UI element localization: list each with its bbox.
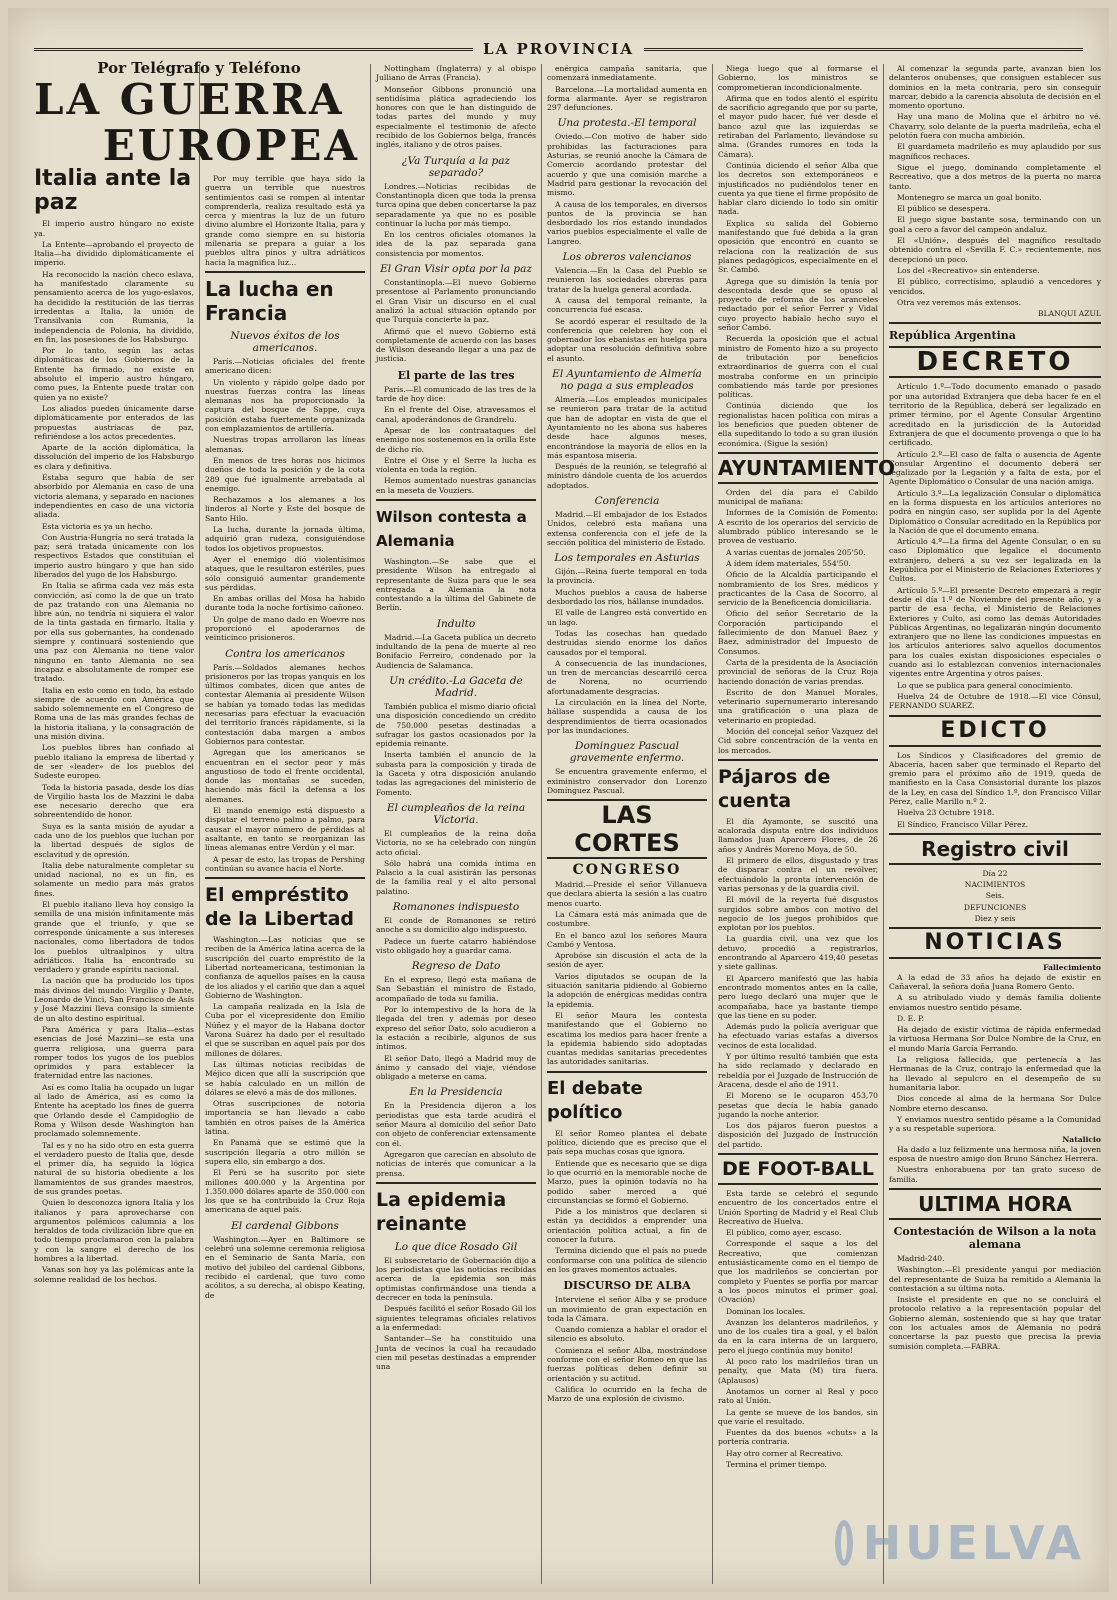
paragraph: Valencia.—En la Casa del Pueblo se reunieron las sociedades obreras para tratar de la huelga general acordada.: [547, 266, 707, 294]
paragraph: Dominan los locales.: [726, 1306, 806, 1316]
paragraph: Además pudo la policía averiguar que ha efectuado varias estafas a diversos vecinos de esta localidad.: [718, 1022, 878, 1050]
paragraph: París.—El comunicado de las tres de la tarde de hoy dice:: [376, 384, 536, 404]
pascual-body: [547, 767, 707, 795]
paragraph: Entre el Oise y el Serre la lucha es violenta en toda la región.: [376, 455, 536, 475]
paragraph: El público se desespera.: [897, 204, 991, 214]
indulto-subheading: Indulto: [436, 617, 476, 630]
wilson-body: [376, 557, 536, 613]
presidencia-subheading: En la Presidencia: [409, 1086, 503, 1099]
paragraph: Monseñor Gibbons pronunció una sentidísima plática agradeciendo los honores con que le han distinguido de todas partes del mundo y muy especialmente el testimonio de afecto recibido de los Gobiernos belga, francés inglés, italiano y de otros países.: [376, 84, 536, 150]
paragraph: También publica el mismo diario oficial una disposición concediendo un crédito de 750.000 pesetas destinadas a sufragar los gastos ocasionados por la epidemia reinante.: [376, 701, 536, 749]
paragraph: Entiende que es necesario que se diga lo que ocurrió en la memorable noche de Marzo, pues la opinión todavía no ha podido saber merced a qué circunstancias se formó el Gobierno.: [547, 1158, 707, 1205]
football-title: DE FOOT-BALL: [718, 1153, 878, 1185]
gibbons-body: [205, 1235, 365, 1300]
paragraph: Oviedo.—Con motivo de haber sido prohibidas las facturaciones para Asturias, se reunió anoche la Cámara de Comercio acordando protestar del acuerdo y que una comisión marche a Madrid para gestionar la revocación del mismo.: [547, 132, 707, 198]
paragraph: Apesar de los contraataques del enemigo nos sostenemos en la orilla Este de dicho río.: [376, 425, 536, 454]
emprestito-body: [205, 935, 365, 1215]
paragraph: Dios concede al alma de la hermana Sor Dulce Nombre eterno descanso.: [889, 1094, 1101, 1113]
column-2-headspace: [205, 64, 365, 174]
masthead-rule-right: [644, 48, 1083, 51]
paragraph: París.—Noticias oficiales del frente americano dicen:: [205, 356, 365, 376]
paragraph: Por muy terrible que haya sido la guerra un terrible que nuestros sentimientos casi se rompen al intentar comprenderla, realiza resultado está ya cerca y mientras la luz de un futuro divino alumbre el Horizonte Italia, para y grande como siempre en su historia milenaria se prepara a guiar a los pueblos ultra pinos y ultra adriáticos hacia la magnifica luz...: [205, 174, 365, 267]
paragraph: Hemos aumentado nuestras ganancias en la meseta de Vouziers.: [376, 476, 536, 495]
paragraph: Londres.—Noticias recibidas de Constantinopla dicen que toda la prensa turca opina que deben concertarse la paz separadamente ya que no es posible continuar la lucha por más tiempo.: [376, 181, 536, 228]
column-2: [205, 64, 371, 1584]
edicto-title: EDICTO: [889, 715, 1101, 747]
column-6-top-body: [889, 64, 1101, 307]
paragraph: Artículo 1.º—Todo documento emanado o pasado por una autoridad Extranjera que deba hacer fe en el territorio de la República, deberá ser legalizado en primer término, por el Agente Consular Argentino acreditado en la jurisdicción de la Autoridad Extranjera de que el documento provenga o que lo ha certificado.: [889, 382, 1101, 448]
watermark-text: HUELVA: [862, 1516, 1085, 1570]
protesta-subheading: Una protesta.-El temporal: [557, 117, 697, 130]
alba-heading: DISCURSO DE ALBA: [563, 1279, 691, 1293]
paragraph: Continúa diciendo el señor Alba que los decretos son extemporáneos e injustificados no pudiéndolos tener en cuenta ya que tiene el firme propósito de hablar claro diciendo lo todo sin omitir nada.: [718, 160, 878, 217]
masthead: [34, 38, 1083, 60]
paragraph: enérgica campaña sanitaria, que comenzará inmediatamente.: [547, 64, 707, 83]
paragraph: Por lo intempestivo de la hora de la llegada del tren y además por deseo expreso del señor Dato, solo acudieron a la estación a recibirle, algunos de sus íntimos.: [376, 1005, 536, 1052]
paragraph: El guardameta madrileño es muy aplaudido por sus magníficos rechaces.: [889, 142, 1101, 161]
paragraph: Barcelona.—La mortalidad aumenta en forma alarmante. Ayer se registraron 297 defunciones.: [547, 84, 707, 113]
reina-subheading: El cumpleaños de la reina Victoria.: [386, 801, 526, 826]
paragraph: Agregaron que carecían en absoluto de noticias de interés que comunicar a la prensa.: [376, 1149, 536, 1178]
paragraph: Aparte de la acción diplomática, la dissolución del imperio de los Habsburgo es clara y definitiva.: [34, 443, 194, 471]
column-4-top-body: [547, 64, 707, 112]
paragraph: Afirma que en todos alentó el espíritu de sacrificio agregando que por su parte, el mayor pudo hacer, fué ver desde el banco azul que las izquierdas se retiraban del Parlamento, llevándose su alma. (Grandes rumores en toda la Cámara).: [718, 93, 878, 159]
romanones-subheading: Romanones indispuesto: [392, 901, 520, 913]
cortes-body: [547, 880, 707, 1067]
paragraph: Quien lo desconozca ignora Italia y los italianos y para aprovecharse con argumentos polémicos calumnia a los heraldos de toda civilización libre que en todo tiempo proclamaron con la palabra y con la sangre el derecho de los hombres a la libertad.: [34, 1198, 194, 1264]
divider: [205, 271, 365, 273]
paragraph: Madrid.—La Gaceta publica un decreto indultando de la pena de muerte al reo Bonifacio Ferreiro, condenado por la Audiencia de Salamanca.: [376, 632, 536, 670]
paragraph: El Síndico, Francisco Villar Pérez.: [897, 819, 1028, 829]
paragraph: La lucha, durante la jornada última, adquirió gran rudeza, consiguiéndose todos los objetivos propuestos.: [205, 525, 365, 553]
paragraph: En el expreso, llegó esta mañana de San Sebastián el ministro de Estado, acompañado de toda su familia.: [376, 975, 536, 1003]
paragraph: Carta de la presidenta de la Asociación provincial de señoras de la Cruz Roja haciendo donación de varias prendas.: [718, 657, 878, 686]
almeria-subheading: El Ayuntamiento de Almería no paga a sus empleados: [552, 368, 702, 393]
pajaros-body: [718, 817, 878, 1149]
paragraph: Un violento y rápido golpe dado por nuestras fuerzas contra las líneas alemanas nos ha proporcionado la captura del bosque de Sappe, cuya posición estaba fuertemente organizada con emplazamientos de artillería.: [205, 377, 365, 434]
paragraph: A ídem ídem materiales, 554'50.: [726, 558, 851, 568]
paragraph: Sigue el juego, dominando completamente el Recreativo, que a dos metros de la puerta no marca tanto.: [889, 162, 1101, 191]
paragraph: El primero de ellos, disgustado y tras de disparar contra el un revólver, efectuándolo la pronta intervención de varias personas y de la guardia civil.: [718, 856, 878, 893]
paragraph: Artículo 5.º—El presente Decreto empezará a regir desde el día 1.º de Noviembre del presente año, y a partir de esa fecha, el Ministerio de Relaciones Exteriores y Culto, así como las demás Autoridades Públicas Argentinas, no legalizarán ningún documento extranjero que no llene las condiciones impuestas en los artículos anteriores salvo aquellos documentos para los cuales existan disposiciones especiales o cuando así lo establezcan convenios internacionales vigentes entre Argentina y otros países.: [889, 585, 1101, 679]
ayuntamiento-title: AYUNTAMIENTO: [718, 452, 878, 484]
visir-body: [376, 278, 536, 364]
paragraph: Interviene el señor Alba y se produce un movimiento de gran expectación en toda la Cámara.: [547, 1295, 707, 1323]
paragraph: Comienza el señor Alba, mostrándose conforme con el señor Romeo en que las fuerzas políticas deben definir su orientación y su actitud.: [547, 1345, 707, 1383]
paragraph: Madrid.—El embajador de los Estados Unidos, celebró esta mañana una extensa conferencia con el jefe de la sección política del ministerio de Estado.: [547, 509, 707, 547]
decreto-title: DECRETO: [889, 346, 1101, 378]
paragraph: El imperio austro húngaro no existe ya.: [34, 219, 194, 238]
paragraph: Washington.—Ayer en Baltimore se celebró una solemne ceremonia religiosa en el Seminario de Santa María, con motivo del jubileo del cardenal Gibbons, recibido el cardenal, que tuvo como acólitos, a su derecha, al obispo Keating, de: [205, 1234, 365, 1300]
paragraph: Informes de la Comisión de Fomento: A escrito de los operarios del servicio de alumbrado público interesando se le provea de vestuario.: [718, 508, 878, 546]
paragraph: En el banco azul los señores Maura Cambó y Ventosa.: [547, 930, 707, 949]
paragraph: El móvil de la reyerta fué disgustos surgidos sobre ambos con motivo del negocio de los juegos prohibidos que explotan por los pueblos.: [718, 895, 878, 933]
obreros-body: [547, 266, 707, 363]
paragraph: Washington.—Las noticias que se reciben de la América latina acerca de la suscripción del cuarto empréstito de la Libertad norteamericana, testimonian la confianza de aquellos países en la causa de los aliados y el cariño que dan a aquel Gobierno de Washington.: [205, 935, 365, 1000]
almeria-body: [547, 395, 707, 490]
ultima-hora-title: ULTIMA HORA: [889, 1188, 1101, 1220]
paragraph: Fuentes da dos buenos «chuts» a la portería contraria.: [718, 1428, 878, 1447]
reina-body: [376, 829, 536, 896]
paragraph: El «Unión», después del magnífico resultado obtenido contra el «Sevilla F. C.» recientemente, nos decepcionó un poco.: [889, 236, 1101, 264]
paragraph: El conde de Romanones se retiró anoche a su domicilio algo indispuesto.: [376, 916, 536, 935]
paragraph: Lo que se publica para general conocimiento.: [897, 680, 1073, 690]
visir-subheading: El Gran Visir opta por la paz: [380, 263, 532, 276]
newspaper-page: [8, 8, 1109, 1592]
paragraph: Varios diputados se ocupan de la situación sanitaria pidiendo al Gobierno la adopción de enérgicas medidas contra la epidemia.: [547, 971, 707, 1009]
paragraph: En el frente del Oise, atravesamos el canal, apoderándonos de Grandrelu.: [376, 405, 536, 424]
paragraph: Nottingham (Inglaterra) y al obispo Julliano de Arras (Francia).: [376, 64, 536, 83]
paragraph: Al poco rato los madrileños tiran un penalty, que Mata (M) tira fuera. (Aplausos): [718, 1357, 878, 1385]
column-5-top-body: [718, 64, 878, 448]
paragraph: Nuestras tropas arrollaron las líneas alemanas.: [205, 435, 365, 454]
paragraph: Diez y seis: [974, 914, 1016, 924]
paragraph: Esta victoria es ya un hecho.: [42, 521, 153, 531]
divider: [547, 1071, 707, 1073]
paragraph: Los aliados pueden únicamente darse diplomáticamente por enterados de las propuestas austriacas de paz, refiriéndose a los actos precedentes.: [34, 403, 194, 441]
paragraph: En ambas orillas del Mosa ha habido durante toda la noche fortísimo cañoneo.: [205, 594, 365, 613]
congreso-heading: CONGRESO: [572, 862, 682, 879]
paragraph: Vanas son hoy ya las polémicas ante la solemne realidad de los hechos.: [34, 1265, 194, 1284]
emprestito-title: El empréstito de la Libertad: [205, 884, 355, 931]
paragraph: Insiste el presidente en que no se concluirá el protocolo relativo a la representación popular del Gobierno alemán, sosteniendo que si hay que tratar con los actuales amos de Alemania no podrá concertarse la paz puesto que precisa la previa sumisión completa.—FABRA.: [889, 1295, 1101, 1351]
natalicio-body: [889, 1145, 1101, 1184]
paragraph: La gente se mueve de los bandos, sin que varíe el resultado.: [718, 1407, 878, 1426]
paragraph: Termina el primer tiempo.: [726, 1460, 827, 1469]
paragraph: A pesar de esto, las tropas de Pershing continúan su avance hacia el Norte.: [205, 854, 365, 873]
paragraph: Así es como Italia ha ocupado un lugar al lado de América, así es como la Entente ha aceptado los fines de guerra que Orlando desde el Campidoglio de Roma y Wilson desde Washington han proclamado solemnemente.: [34, 1082, 194, 1139]
debate-title: El debate político: [547, 1077, 643, 1123]
paragraph: Artículo 3.º—La legalización Consular o diplomática en la forma dispuesta en los artículos anteriores no podrá en ningún caso, ser suplida por la del Agente Diplomático o Consular acreditado en la República por la Nación de que el documento emana.: [889, 488, 1101, 535]
natalicio-heading: Natalicio: [1062, 1135, 1101, 1145]
rosado-body: [376, 1256, 536, 1372]
paragraph: El señor Romeo plantea el debate político, diciendo que es preciso que el país sepa muchas cosas que ignora.: [547, 1128, 707, 1157]
paragraph: Muchos pueblos a causa de haberse desbordado los ríos, hállanse inundados.: [547, 587, 707, 607]
paragraph: La religiosa fallecida, que pertenecía a las Hermanas de la Cruz, contrajo la enfermedad que la ha llevado al sepulcro en el desempeño de su humanitaria labor.: [889, 1055, 1101, 1092]
paragraph: El señor Dato, llegó a Madrid muy de ánimo y cansado del viaje, viéndose obligado a meterse en cama.: [376, 1053, 536, 1082]
paragraph: D. E. P.: [897, 1013, 924, 1023]
paragraph: Moción del concejal señor Vazquez del Cid sobre concentración de la venta en los mercados.: [718, 727, 878, 755]
noticias-title: NOTICIAS: [889, 927, 1101, 959]
paragraph: El señor Maura les contesta manifestando que el Gobierno no escatima los medios para hacer frente a la epidemia habiendo sido adoptadas cuantas medidas sanitarias precedentes las autoridades sanitarias.: [547, 1010, 707, 1067]
masthead-title: LA PROVINCIA: [483, 40, 634, 58]
pajaros-title: Pájaros de cuenta: [718, 765, 831, 812]
italia-title: Italia ante la paz: [34, 166, 192, 216]
divider: [205, 877, 365, 879]
paragraph: A su atribulado viudo y demás familia doliente enviamos nuestro sentido pésame.: [889, 993, 1101, 1012]
paragraph: El Aparcero manifestó que las había encontrado momentos antes en la calle, pero luego declaró una mujer que le acompañaba, hace ya bastante tiempo que las tiene en su poder.: [718, 973, 878, 1020]
paragraph: Para América y para Italia—estas esencias de José Mazzini—se esta una guerra religiosa, una guerra para romper todos los yugos de los pueblos oprimidos y para establecer la fraternidad entre las naciones.: [34, 1024, 194, 1081]
column-6: [889, 64, 1106, 1584]
registro-title: Registro civil: [889, 833, 1101, 865]
paragraph: Seis.: [985, 891, 1005, 901]
paragraph: En Panamá que se estimó que la suscripción llegaría a otro millón se supera ello, sin embargo a dos.: [205, 1138, 365, 1166]
column-5: [718, 64, 895, 1584]
paragraph: El Moreno se le ocuparon 453,70 pesetas que decía le había ganado jugando la noche anterior.: [718, 1091, 878, 1119]
nuevos-subheading: Nuevos éxitos de los americanos.: [230, 329, 340, 354]
paragraph: Califica lo ocurrido en la fecha de Marzo de una explosión de civismo.: [547, 1384, 707, 1404]
paragraph: A la edad de 33 años ha dejado de existir en Cañaveral, la señora doña Juana Romero Gento.: [889, 972, 1101, 991]
ultima-hora-subheading: Contestación de Wilson a la nota alemana: [893, 1224, 1097, 1251]
dato-body: [376, 975, 536, 1081]
paragraph: Y enviamos nuestro sentido pésame a la Comunidad y a su respetable superiora.: [889, 1114, 1101, 1134]
debate-body: [547, 1129, 707, 1274]
paragraph: Niega luego que al formarse el Gobierno, los ministros se comprometieran incondicionalmente.: [718, 64, 878, 92]
paragraph: Huelva 24 de Octubre de 1918.—El vice Cónsul, FERNANDO SUAREZ.: [889, 691, 1101, 711]
noticias-body: [889, 973, 1101, 1134]
paragraph: La campaña realizada en la Isla de Cuba por el vicepresidente don Emilio Núñez y el mayor de la Habana doctor Varona Suárez ha dado por el resultado el que se suscriban en aquel país por dos millones de dólares.: [205, 1002, 365, 1058]
paragraph: Esta tarde se celebró el segundo encuentro de los concertados entre el Unión Sporting de Madrid y el Real Club Recreativo de Huelva.: [718, 1188, 878, 1226]
paragraph: Sólo habrá una comida íntima en Palacio a la cual asistirán las personas de la familia real y el alto personal palatino.: [376, 858, 536, 896]
tres-body: [376, 385, 536, 495]
column-3-top-body: [376, 64, 536, 150]
paragraph: NACIMIENTOS: [964, 880, 1026, 890]
paragraph: Termina diciendo que el país no puede conformarse con una política de silencio en los graves momentos actuales.: [547, 1246, 707, 1274]
asturias-body: [547, 567, 707, 735]
paragraph: París.—Soldados alemanes hechos prisioneros por las tropas yanquis en los últimos combates, dicen que antes de contestar Alemania al presidente Wilson se habían ya tomado todas las medidas necesarias para efectuar la evacuación del territorio francés rápidamente, si la contestación daba margen a ambos Gobiernos para contestar.: [205, 662, 365, 746]
romanones-body: [376, 916, 536, 955]
contra-subheading: Contra los americanos: [225, 647, 345, 660]
paragraph: A consecuencia de las inundaciones, un tren de mercancías descarriló cerca de Norena, no ocurriendo afortunadamente desgracias.: [547, 658, 707, 696]
presidencia-body: [376, 1101, 536, 1177]
divider: [376, 499, 536, 501]
asturias-subheading: Los temporales en Asturias: [554, 552, 700, 565]
paragraph: Corresponde el saque a los del Recreativo, que comienzan entusiásticamente como en el tiempo de que los madrileños se conciertan por completo y Fuentes se porfía por marcar a los pocos minutos el primer goal. (Ovación): [718, 1239, 878, 1305]
paragraph: Artículo 2.º—El caso de falta o ausencia de Agente Consular Argentino el documento deberá ser legalizado por la Legación y a falta de esta, por el Agente Diplomático o Consular de una nación amiga.: [889, 449, 1101, 487]
paragraph: Aprobóse sin discusión el acta de la sesión de ayer.: [547, 951, 707, 970]
paragraph: Por lo tanto, según las actas diplomáticas de los Gobiernos de la Entente ha firmado, no existe en absoluto el imperio austro húngaro, como pues, la Entente puede tratar con quien ya no existe?: [34, 346, 194, 402]
paragraph: Después de la reunión, se telegrafió al ministro dándole cuenta de los acuerdos adoptados.: [547, 462, 707, 490]
paragraph: DEFUNCIONES: [963, 902, 1027, 912]
lucha-title: La lucha en Francia: [205, 276, 334, 325]
paragraph: Escrito de don Manuel Morales, veterinario supernumerario interesando una gratificación o una plaza de veterinario en propiedad.: [718, 687, 878, 725]
paragraph: Italia en esto como en todo, ha estado siempre de acuerdo con América que sabido solemnemente en el Congreso de Roma una de las más grandes fechas de la historia italiana, y la consagración de una misión divina.: [34, 685, 194, 742]
paragraph: Los dos pájaros fueron puestos a disposición del Juzgado de Instrucción del partido.: [718, 1121, 878, 1149]
paragraph: Las últimas noticias recibidas de Méjico dicen que allí la suscripción que se había calculado en un millón de dólares se elevó a más de dos millones.: [205, 1059, 365, 1097]
paragraph: Gijón.—Reina fuerte temporal en toda la provincia.: [547, 567, 707, 586]
paragraph: El cumpleaños de la reina doña Victoria, no se ha celebrado con ningún acto oficial.: [376, 828, 536, 857]
paragraph: En Italia se afirma cada vez más esta convicción, así como la de que un trato de paz tratando con una Alemania no libre aún, no tendría ni siquiera el valor de la tinta gastada en firmarlo. Italia y por ella sus gobernantes, ha condenado siempre y continuará sosteniendo que una paz con Alemania no tiene valor ninguno en tanto Alemania no sea incapaz e absolutamente de romper ese tratado.: [34, 581, 194, 684]
dato-subheading: Regreso de Dato: [411, 960, 501, 973]
decreto-body: [889, 382, 1101, 710]
paragraph: Los pueblos libres han confiado al pueblo italiano la empresa de libertad y de ser «leader» de los pueblos del Sudeste europeo.: [34, 743, 194, 781]
turquia-body: [376, 182, 536, 258]
conferencia-subheading: Conferencia: [594, 494, 660, 507]
ultima-hora-body: [889, 1254, 1101, 1351]
watermark-logo-icon: [835, 1520, 853, 1566]
paragraph: Y por último resultó también que esta ha sido reclamado y declarado en rebeldía por el Juzgado de Instrucción de Aracena, desde el año de 1911.: [718, 1052, 878, 1089]
paragraph: Hay una mano de Molina que el árbitro no vé. Chavarry, solo delante de la puerta madrileña, echa el pelotón fuera con mucha ambición.: [889, 112, 1101, 141]
paragraph: El subsecretario de Gobernación dijo a los periodistas que las noticias recibidas acerca de la epidemia son más optimistas confirmándose una tienda a decrecer en toda la península.: [376, 1255, 536, 1303]
paragraph: Almería.—Los empleados municipales se reunieron para tratar de la actitud que han de adoptar en vista de que el Ayuntamiento no les abona sus haberes desde hace algunos meses, encontrándose la mayoría de ellos en la más espantosa miseria.: [547, 395, 707, 460]
cortes-title: LAS CORTES: [547, 799, 707, 859]
divider: [889, 322, 1101, 324]
paragraph: Explica su salida del Gobierno manifestando que fué debida a la gran oposición que encontró en cuanto se relaciona con la realización de sus planes pedagógicos, especialmente en el Sr. Cambó.: [718, 218, 878, 275]
paragraph: El Perú se ha suscrito por siete millones 400.000 y la Argentina por 1.350.000 dólares aparte de 350.000 con los que se ha contribuido la Cruz Roja americana de aquel país.: [205, 1168, 365, 1215]
indulto-body: [376, 633, 536, 670]
paragraph: Hay otro corner al Recreativo.: [726, 1448, 844, 1458]
turquia-subheading: ¿Va Turquía a la paz separado?: [401, 154, 511, 179]
gibbons-subheading: El cardenal Gibbons: [231, 1219, 339, 1232]
paragraph: Tal es y no ha sido otro en esta guerra el verdadero puesto de Italia que, desde el primer día, ha seguido la lógica natural de su historia obediente a los llamamientos de sus grandes maestros, de sus grandes poetas.: [34, 1140, 194, 1196]
contra-body: [205, 663, 365, 874]
registro-body: [889, 869, 1101, 923]
paragraph: Cuando comienza a hablar el orador el silencio es absoluto.: [547, 1325, 707, 1344]
paragraph: Un golpe de mano dado en Woevre nos proporcionó el apoderarnos de veinticinco prisioneros.: [205, 614, 365, 643]
paragraph: A causa de los temporales, en diversos puntos de la provincia se han desbordado los ríos estando inundados varios pueblos especialmente el valle de Langreo.: [547, 199, 707, 246]
paragraph: El mando enemigo está dispuesto a disputar el terreno palmo a palmo, para causar el mayor número de pérdidas al asaltante, en tanto se reorganizan las líneas alemanas entre Verdún y el mar.: [205, 806, 365, 853]
rosado-subheading: Lo que dice Rosado Gil: [394, 1240, 518, 1253]
masthead-rule-left: [34, 48, 473, 51]
paragraph: En la Presidencia dijeron a los periodistas que esta tarde acudirá el señor Maura al domicilio del señor Dato con objeto de conferenciar extensamente con él.: [376, 1101, 536, 1148]
column-3: [376, 64, 542, 1584]
paragraph: Huelva 23 Octubre 1918.: [897, 808, 995, 818]
paragraph: Constantinopla.—El nuevo Gobierno presentose al Parlamento pronunciando el Gran Visir un discurso en el cual analizó la actual situación optando por que Turquía concierte la paz.: [376, 278, 536, 325]
paragraph: Ayer el enemigo dió violentísimos ataques, que le resultaron estériles, pues sólo consiguió aumentar grandemente sus pérdidas.: [205, 554, 365, 592]
paragraph: En los centros oficiales otomanos la idea de la paz separada gana consistencia por momentos.: [376, 230, 536, 258]
blanqui-signature: BLANQUI AZUL: [1038, 309, 1101, 319]
fallecimiento-heading: Fallecimiento: [1043, 963, 1101, 973]
paragraph: La Cámara está más animada que de costumbre.: [547, 910, 707, 929]
paragraph: Ha dejado de existir víctima de rápida enfermedad la virtuosa Hermana Sor Dulce Nombre de la Cruz, en el mundo María García Ferrando.: [889, 1025, 1101, 1053]
paragraph: Todas las cosechas han quedado destruidas siendo enorme los daños causados por el temporal.: [547, 628, 707, 657]
columns: [34, 59, 1106, 1584]
paragraph: Día 22: [982, 868, 1008, 878]
edicto-body: [889, 751, 1101, 829]
paragraph: Washington.—Se sabe que el presidente Wilson ha entregado al representante de Suiza para que le sea entregada a Alemania la nota contestando a la última del Gabinete de Berlín.: [376, 556, 536, 613]
paragraph: Ha reconocido la nación checo eslava, ha manifestado claramente su pensamiento acerca de los yugo-eslavos, ha decidido la restitución de las tierras irredentas a Italia, la unión de Transilvania con Rumania, la independencia de Polonia, ha dividido, en fin, las posesiones de los Habsburgo.: [34, 269, 194, 344]
paragraph: Ha dado a luz felizmente una hermosa niña, la joven esposa de nuestro amigo don Bruno Sánchez Herrera.: [889, 1144, 1101, 1164]
paragraph: Padece un fuerte catarro habiéndose visto obligado hoy a guardar cama.: [376, 936, 536, 955]
guerra-line-2: EUROPEA: [102, 121, 360, 171]
paragraph: Anotamos un corner al Real y poco rato al Unión.: [718, 1386, 878, 1406]
credito-body: [376, 702, 536, 797]
paragraph: Continúa diciendo que los regionalistas hacen política con miras a los beneficios que pueden obtener de ella supeditando lo todo a su gran ilusión económica. (Sigue la sesión): [718, 401, 878, 448]
paragraph: Se acordó esperar el resultado de la conferencia que celebren hoy con el gobernador los ebanistas en huelga para adoptar una resolución definitiva sobre el asunto.: [547, 316, 707, 363]
guerra-line-1: LA GUERRA: [34, 75, 345, 125]
paragraph: Recuerda la oposición que el actual ministro de Fomento hizo a su proyecto de tributación por beneficios extraordinarios de guerra con el cual mostraba conforme en un principio combatiendo más tarde por presiones políticas.: [718, 334, 878, 400]
paragraph: En menos de tres horas nos hicimos dueños de toda la posición y de la cota 289 que fué igualmente arrebatada al enemigo.: [205, 455, 365, 493]
paragraph: Los del «Recreativo» sin entenderse.: [897, 265, 1040, 275]
paragraph: Pide a los ministros que declaren si están ya decididos a emprender una orientación política actual, a fin de conocer la futura.: [547, 1207, 707, 1245]
paragraph: Otras suscripciones de notoria importancia se han llevado a cabo también en otros países de la América latina.: [205, 1099, 365, 1137]
paragraph: A causa del temporal reinante, la concurrencia fué escasa.: [547, 295, 707, 315]
paragraph: El juego sigue bastante sosa, terminando con un goal a cero a favor del campeón andaluz.: [889, 215, 1101, 234]
paragraph: El día Ayamonte, se suscitó una acalorada disputa entre dos individuos llamados Juan Aparcero Flores, de 26 años y Andrés Moreno Moya, de 50.: [718, 816, 878, 854]
paragraph: El valle de Langreo está convertido en un lago.: [547, 608, 707, 627]
paragraph: Toda la historia pasada, desde los días de Virgilio hasta los de Mazzini le daba ese necesario derecho que era sobreentendido de honor.: [34, 782, 194, 820]
paragraph: Al comenzar la segunda parte, avanzan bien los delanteros onubenses, que consiguen establecer sus dominios en la meta contraria, pero sin conseguir marcar, debido a la carencia absoluta de decisión en el momento oportuno.: [889, 64, 1101, 111]
paragraph: Avanzan los delanteros madrileños, y uno de los cuales tira a goal, y el balón da en la cara interna de un larguero, pero el juego continúa muy bonito!: [718, 1317, 878, 1355]
paragraph: Agrega que su dimisión la tenía por descontada desde que se opuso al proyecto de reforma de los aranceles redactado por el señor Ferrer y Vidal cuyo proyecto habíalo hecho suyo el señor Cambó.: [718, 276, 878, 333]
paragraph: Se encuentra gravemente enfermo, el exiministro conservador don Lorenzo Domínguez Pascual.: [547, 767, 707, 795]
paragraph: Inserta también el anuncio de la subasta para la composición y tirada de la Gaceta y otra disposición anulando todas las agregaciones del ministerio de Fomento.: [376, 750, 536, 797]
paragraph: Otra vez veremos más extensos.: [897, 297, 1022, 307]
paragraph: Estaba seguro que había de ser absorbido por Alemania en caso de una victoria alemana, y separado en naciones independientes en caso de una victoria aliada.: [34, 473, 194, 520]
paragraph: Después facilitó el señor Rosado Gil los siguientes telegramas oficiales relativos a la enfermedad:: [376, 1304, 536, 1332]
paragraph: Con Austria-Hungría no será tratada la paz; será tratada únicamente con los respectivos Estados que constituían el imperio austro húngaro y que han sido liberados del yugo de los Habsburgo.: [34, 532, 194, 579]
republica-heading: República Argentina: [889, 329, 1016, 343]
paragraph: Orden del día para el Cabildo municipal de mañana:: [718, 487, 878, 507]
credito-subheading: Un crédito.-La Gaceta de Madrid.: [389, 674, 523, 699]
paragraph: Madrid-240.: [897, 1253, 945, 1263]
paragraph: Artículo 4.º—La firma del Agente Consular, o en su caso Diplomático que legalice el documento extranjero, deberá a su vez ser legalizada en la República por el Ministerio de Relaciones Exteriores y Cultos.: [889, 537, 1101, 584]
paragraph: Agregan que los americanos se encuentran en el sector peor y más angustioso de todo el frente occidental, donde las montañas se suceden, haciendo más fácil la defensa a los alemanes.: [205, 748, 365, 804]
paragraph: El público, como ayer, escaso.: [726, 1228, 842, 1238]
paragraph: Italia debe naturalmente completar su unidad nacional, no es un fin, es solamente un medio para más gratos fines.: [34, 860, 194, 898]
conferencia-body: [547, 510, 707, 547]
ayuntamiento-body: [718, 488, 878, 755]
paragraph: A varias cuentas de jornales 205'50.: [726, 547, 866, 557]
paragraph: Oficio del señor Secretario de la Corporación participando el fallecimiento de don Manuel Baez y Baez, administrador del Impuesto de Consumos.: [718, 609, 878, 656]
divider: [376, 1182, 536, 1184]
pascual-subheading: Dominguez Pascual gravemente enfermo.: [569, 740, 685, 765]
paragraph: La circulación en la línea del Norte, hállase suspendida a causa de los desprendimientos de tierra ocasionados por las inundaciones.: [547, 698, 707, 735]
epidemia-title: La epidemia reinante: [376, 1188, 507, 1235]
paragraph: La nación que ha producido los tipos más divinos del mundo: Virgilio y Dante, Leonardo de Vinci, San Francisco de Asís y José Mazzini lleva consigo la simiente de un alto destino espiritual.: [34, 976, 194, 1023]
column-2-top-body: [205, 174, 365, 267]
alba-body: [547, 1295, 707, 1403]
paragraph: Rechazamos a los alemanes a los linderos al Norte y Este del bosque de Santo Hilo.: [205, 495, 365, 523]
paragraph: La Entente—aprobando el proyecto de Italia—ha dividido diplomáticamente el imperio.: [34, 239, 194, 268]
italia-body: [34, 219, 194, 1284]
paragraph: Los Síndicos y Clasificadores del gremio de Abacería, hacen saber que terminado el Reparto del gremio para el próximo año de 1919, queda de manifiesto en la Casa Consistorial durante los plazos de la Ley, en casa del Síndico 1.º, don Francisco Villar Pérez, calle Marillo n.º 2.: [889, 750, 1101, 806]
paragraph: Washington.—El presidente yanqui por mediación del representante de Suiza ha remitido a Alemania la contestación a su última nota.: [889, 1265, 1101, 1293]
paragraph: Santander—Se ha constituido una Junta de vecinos la cual ha recaudado cien mil pesetas destinadas a emprender una: [376, 1334, 536, 1372]
paragraph: El pueblo italiano lleva hoy consigo la semilla de una misión infinitamente más grande que el triunfo, y que se corresponde únicamente a sus intereses nacionales, como libertadora de todos los pueblos ultraalpinos y ultra adriáticos. Italia ha encontrado su verdadero y grande espíritu nacional.: [34, 900, 194, 975]
paragraph: La guardia civil, una vez que los detuvo, procedió a registrarlos, encontrando al Aparcero 419,40 pesetas y siete gallinas.: [718, 934, 878, 972]
paragraph: Madrid.—Preside el señor Villanueva que declara abierta la sesión a las cuatro menos cuarto.: [547, 880, 707, 908]
paragraph: Afirmó que el nuevo Gobierno está completamente de acuerdo con las bases de Wilson deseando llegar a una paz de justicia.: [376, 326, 536, 364]
column-4: [547, 64, 713, 1584]
obreros-subheading: Los obreros valencianos: [562, 251, 692, 264]
tres-subheading: El parte de las tres: [397, 368, 515, 382]
paragraph: Suya es la santa misión de ayudar a cada uno de los pueblos que luchan por la libertad después de siglos de esclavitud y de opresión.: [34, 821, 194, 859]
wilson-title: Wilson contesta a Alemania: [376, 507, 527, 550]
divider: [718, 759, 878, 761]
huelva-watermark: [835, 1508, 1085, 1578]
telegraph-heading: Por Telégrafo y Teléfono: [97, 59, 301, 77]
protesta-body: [547, 132, 707, 246]
football-body: [718, 1189, 878, 1469]
paragraph: Nuestra enhorabuena por tan grato suceso de familia.: [889, 1165, 1101, 1184]
lucha-body: [205, 357, 365, 643]
paragraph: El público, correctísimo, aplaudió a vencedores y vencidos.: [889, 277, 1101, 296]
paragraph: Montenegro se marca un goal bonito.: [897, 192, 1042, 202]
paragraph: Oficio de la Alcaldía participando el nombramiento de los Sres. médicos y practicantes de la Casa de Socorro, al servicio de la Beneficencia domiciliaria.: [718, 570, 878, 608]
